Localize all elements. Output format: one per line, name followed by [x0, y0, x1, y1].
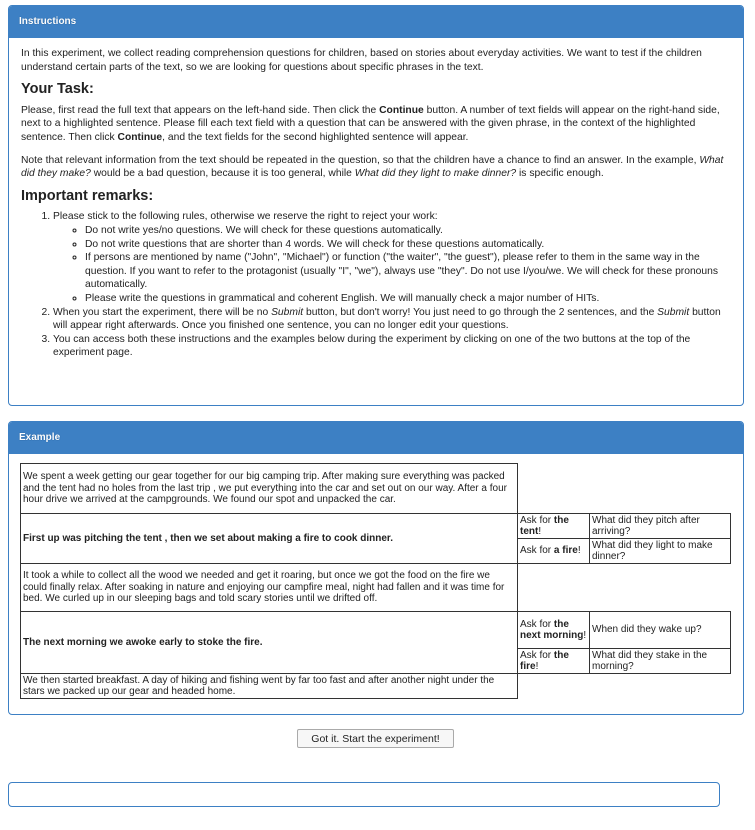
highlighted-sentence: First up was pitching the tent , then we set about making a fire to cook dinner. [21, 514, 518, 564]
task-paragraph-2: Note that relevant information from the text should be repeated in the question, so that the children have a chance to find an answer. In the example, What did they make? would be a bad question, because it is too general, while What did they light to make dinner? is specific enough. [21, 154, 724, 180]
story-text: We spent a week getting our gear together for our big camping trip. After making sure everything was packed and the tent had no holes from the last trip , we put everything into the car and set out on our way. After a four hour drive we arrived at the campgrounds. We found our spot and unpacked the car. [21, 464, 518, 514]
task-paragraph-1: Please, first read the full text that appears on the left-hand side. Then click the Continue button. A number of text fields will appear on the right-hand side, next to a highlighted sentence. Please fill each text field with a question that can be answered with the given phrase, in the context of the highlighted sentence. Then click Continue, and the text fields for the second highlighted sentence will appear. [21, 104, 720, 143]
rule-item: ◦ Do not write questions that are shorter than 4 words. We will check for these questions automatically. [85, 238, 731, 252]
remarks-heading: Important remarks: [21, 187, 154, 204]
ask-for-phrase: Ask for a fire! [518, 539, 590, 564]
remark-2: 2. When you start the experiment, there will be no Submit button, but don't worry! You just need to go through the 2 sentences, and the Submit button will appear right afterwards. Once you finished one sentence, you can no longer edit your questions. [53, 306, 731, 333]
story-text: We then started breakfast. A day of hiking and fishing went by far too fast and after another night under the stars we packed up our gear and headed home. [21, 674, 518, 699]
start-experiment-button[interactable]: Got it. Start the experiment! [297, 729, 454, 748]
rule-item: ◦ Do not write yes/no questions. We will check for these questions automatically. [85, 224, 731, 238]
story-text: It took a while to collect all the wood we needed and get it roaring, but once we got the food on the fire we could finally relax. After soaking in nature and enjoying our campfire meal, night had fallen and it was time for bed. We curled up in our sleeping bags and told scary stories until we drifted off. [21, 564, 518, 612]
instructions-header: Instructions [9, 6, 743, 38]
intro-paragraph: In this experiment, we collect reading comprehension questions for children, based on stories about everyday activities. We want to test if the children understand certain parts of the text, so we are looking for questions about specific phrases in the text. [21, 48, 702, 73]
ask-for-phrase: Ask for the fire! [518, 649, 590, 674]
experiment-container [8, 782, 720, 807]
remarks-list [21, 210, 731, 360]
remark-3: 3. You can access both these instructions and the examples below during the experiment by clicking on one of the two buttons at the top of the experiment page. [53, 333, 731, 360]
ask-for-phrase: Ask for the tent! [518, 514, 590, 539]
example-table [20, 463, 731, 699]
instructions-panel [8, 5, 744, 406]
instructions-body [9, 38, 743, 360]
rule-item: ◦ If persons are mentioned by name ("John", "Michael") or function ("the waiter", "the guest"), please refer to them in the same way in the question. If you want to refer to the protagonist (usually "I", "we"), always use "they". Do not use I/you/we. We will check for these pronouns automatically. [85, 251, 731, 292]
ask-for-phrase: Ask for the next morning! [518, 612, 590, 649]
rules-list [53, 224, 731, 306]
remark-1: 1. Please stick to the following rules, otherwise we reserve the right to reject your work: ◦ Do not write yes/no questions. We will check for these questions automatically. ◦ Do not write questions that are shorter than 4 words. We will check for these questions automatically. ◦ If persons are mentioned by name ("John", "Michael") or function ("the waiter", "the guest"), please refer to them in the same way in the question. If you want to refer to the protagonist (usually "I", "we"), always use "they". Do not use I/you/we. We will check for these pronouns automatically. ◦ Please write the questions in grammatical and coherent English. We will manually check a major number of HITs. [53, 210, 731, 305]
example-question: What did they stake in the morning? [590, 649, 731, 674]
example-question: What did they light to make dinner? [590, 539, 731, 564]
task-heading: Your Task: [21, 81, 94, 98]
example-question: What did they pitch after arriving? [590, 514, 731, 539]
example-question: When did they wake up? [590, 612, 731, 649]
highlighted-sentence: The next morning we awoke early to stoke the fire. [21, 612, 518, 674]
example-header: Example [9, 422, 743, 454]
example-panel [8, 421, 744, 715]
rule-item: ◦ Please write the questions in grammatical and coherent English. We will manually check a major number of HITs. [85, 292, 731, 306]
